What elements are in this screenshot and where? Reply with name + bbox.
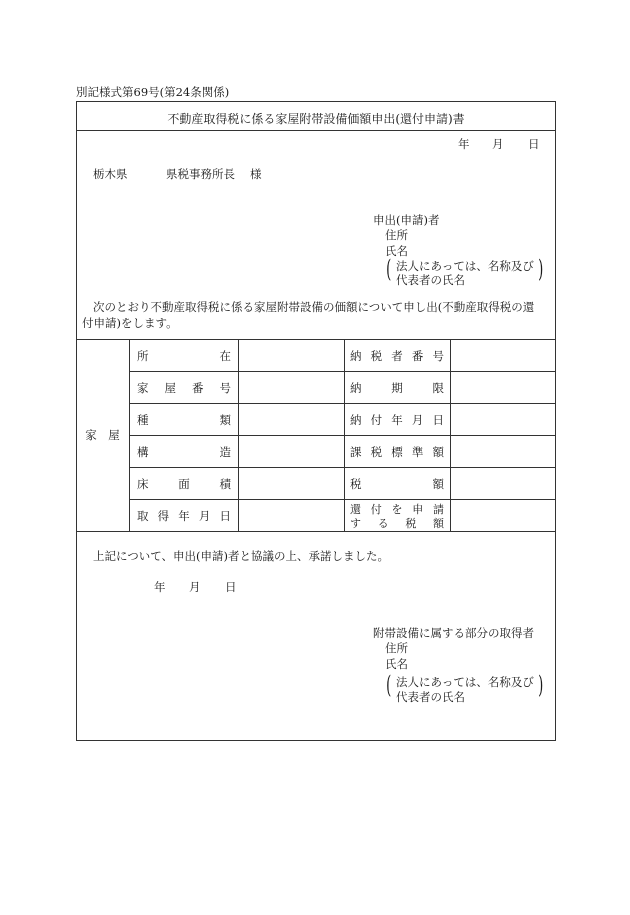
table-col-divider <box>344 339 345 531</box>
table-row-divider <box>129 499 556 500</box>
consent-day-label: 日 <box>225 580 237 594</box>
label-tax-base: 課税標準額 <box>350 445 444 459</box>
table-top-border <box>76 339 556 340</box>
table-col-divider <box>450 339 451 531</box>
label-tax-amount: 税額 <box>350 477 444 491</box>
acquirer-corp-note-2: 代表者の氏名 <box>396 690 465 704</box>
table-row-divider <box>129 435 556 436</box>
table-group-label: 家 屋 <box>85 428 120 442</box>
label-house-number: 家屋番号 <box>137 381 231 395</box>
label-payment-date: 納付年月日 <box>350 413 444 427</box>
applicant-corp-note-1: 法人にあっては、名称及び <box>396 259 534 273</box>
addressee-office: 県税事務所長 <box>166 167 235 181</box>
date-month-label: 月 <box>492 137 504 151</box>
body-text-line-1: 次のとおり不動産取得税に係る家屋附帯設備の価額について申し出(不動産取得税の還 <box>93 300 535 314</box>
consent-month-label: 月 <box>189 580 201 594</box>
acquirer-right-bracket: ) <box>538 671 544 699</box>
form-number-label: 別記様式第69号(第24条関係) <box>76 85 230 99</box>
label-due-date: 納期限 <box>350 381 444 395</box>
date-day-label: 日 <box>528 137 540 151</box>
addressee-prefecture: 栃木県 <box>93 167 128 181</box>
applicant-right-bracket: ) <box>538 255 544 283</box>
table-bottom-border <box>76 531 556 532</box>
addressee-honorific: 様 <box>250 167 262 181</box>
label-structure: 構造 <box>137 445 231 459</box>
applicant-corp-note-2: 代表者の氏名 <box>396 273 465 287</box>
label-type: 種類 <box>137 413 231 427</box>
label-location: 所在 <box>137 349 231 363</box>
consent-text: 上記について、申出(申請)者と協議の上、承諾しました。 <box>93 549 390 563</box>
applicant-heading: 申出(申請)者 <box>373 213 440 227</box>
table-row-divider <box>129 403 556 404</box>
applicant-address-label: 住所 <box>385 228 408 242</box>
table-col-divider <box>238 339 239 531</box>
table-row-divider <box>129 371 556 372</box>
label-refund-request-1: 還付を申請 <box>350 503 444 516</box>
form-title: 不動産取得税に係る家屋附帯設備価額申出(還付申請)書 <box>167 112 465 126</box>
table-col-divider <box>129 339 130 531</box>
title-divider <box>76 130 556 131</box>
acquirer-heading: 附帯設備に属する部分の取得者 <box>373 626 534 640</box>
applicant-name-label: 氏名 <box>385 244 408 258</box>
label-acquisition-date: 取得年月日 <box>137 509 231 523</box>
date-year-label: 年 <box>458 137 470 151</box>
label-refund-request-2: する税額 <box>350 517 444 530</box>
label-floor-area: 床面積 <box>137 477 231 491</box>
acquirer-address-label: 住所 <box>385 641 408 655</box>
applicant-left-bracket: ( <box>386 255 392 283</box>
body-text-line-2: 付申請)をします。 <box>82 316 178 330</box>
acquirer-corp-note-1: 法人にあっては、名称及び <box>396 675 534 689</box>
consent-year-label: 年 <box>154 580 166 594</box>
acquirer-name-label: 氏名 <box>385 657 408 671</box>
acquirer-left-bracket: ( <box>386 671 392 699</box>
label-taxpayer-number: 納税者番号 <box>350 349 444 363</box>
table-row-divider <box>129 467 556 468</box>
